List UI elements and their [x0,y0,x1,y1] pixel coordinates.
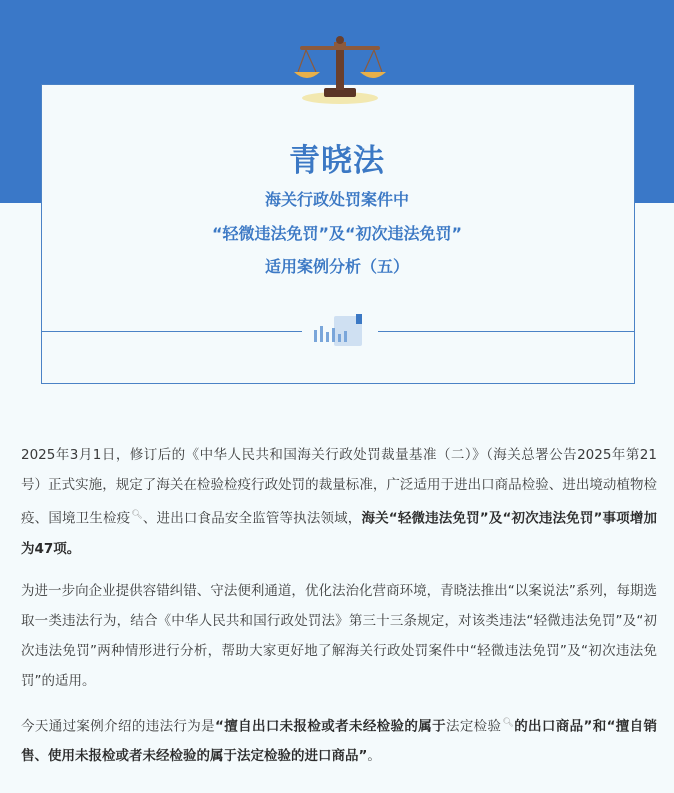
subtitle-line-3: 适用案例分析（五） [264,257,409,276]
paragraph-1-text-2: 、进出口食品安全监管等执法领域， [142,510,362,527]
search-icon[interactable]: 🔍︎ [131,510,143,520]
article-body [21,440,657,783]
paragraph-3-end: 。 [367,748,381,764]
paragraph-1-highlight: 海关“轻微违法免罚”及“初次违法免罚”事项增加为47项。 [21,510,657,557]
divider-right [378,331,635,332]
paragraph-1 [21,440,657,564]
search-icon-2[interactable]: 🔍︎ [502,717,515,728]
balance-scale-icon [294,32,386,104]
document-chart-icon [312,314,364,348]
divider-left [42,331,302,332]
page-title: 青晓法 [289,143,385,179]
statutory-inspection-link[interactable]: 法定检验 [445,718,502,734]
paragraph-3-bold-2: 的出口商品”和“擅自销售、使用未报检或者未经检验的属于法定检验的进口商品” [21,718,658,764]
paragraph-1-text: 2025年3月1日，修订后的《中华人民共和国海关行政处罚裁量基准（二）》（海关总署公告2025年第21号）正式实施，规定了海关在检验检疫行政处罚的裁量标准，广泛适用于进出口商品检验、进出境动植物检疫、国境卫生检疫 [21,447,657,527]
subtitle-line-1: 海关行政处罚案件中 [264,190,409,209]
paragraph-3 [21,708,657,772]
subtitle-line-2: “轻微违法免罚”及“初次违法免罚” [211,224,463,243]
paragraph-3-intro: 今天通过案例介绍的违法行为是 [21,718,216,734]
paragraph-3-bold-1: “擅自出口未报检或者未经检验的属于 [215,718,446,734]
paragraph-2: 为进一步向企业提供容错纠错、守法便利通道，优化法治化营商环境，青晓法推出“以案说法”系列，每期选取一类违法行为，结合《中华人民共和国行政处罚法》第三十三条规定，对该类违法“轻微违法免罚”及“初次违法免罚”两种情形进行分析，帮助大家更好地了解海关行政处罚案件中“轻微违法免罚”及“初次违法免罚”的适用。 [21,582,657,689]
